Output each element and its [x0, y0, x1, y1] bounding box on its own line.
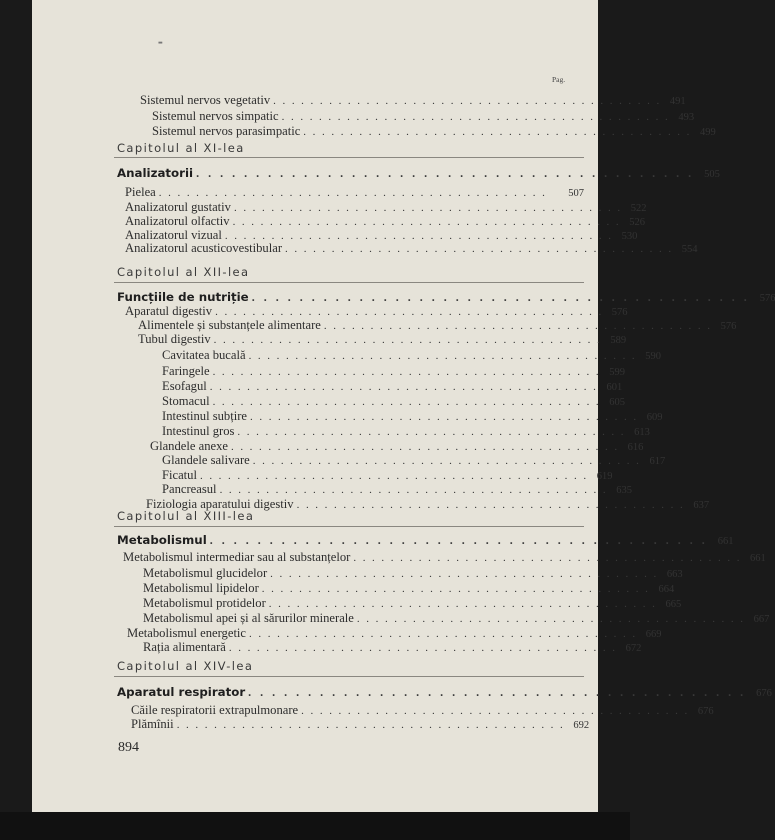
chapter-rule — [114, 282, 584, 283]
page-number: 894 — [118, 740, 139, 755]
toc-entry[interactable]: Metabolismul protidelor .......................................... 665 — [143, 596, 682, 610]
toc-entry[interactable]: Plămînii .......................................... 692 — [131, 717, 590, 731]
chapter-rule — [114, 157, 584, 158]
toc-entry[interactable]: Metabolismul lipidelor .......................................... 664 — [143, 581, 675, 595]
toc-entry[interactable]: Faringele .......................................... 599 — [162, 364, 626, 378]
toc-entry-section[interactable]: Funcțiile de nutriție .......................................... 576 — [117, 290, 775, 304]
chapter-heading: Capitolul al XIV-lea — [117, 659, 254, 673]
toc-entry[interactable]: Cavitatea bucală .......................................... 590 — [162, 348, 662, 362]
print-mark: ▬ — [158, 40, 163, 46]
toc-entry[interactable]: Metabolismul energetic .......................................... 669 — [127, 626, 662, 640]
toc-entry[interactable]: Metabolismul glucidelor .......................................... 663 — [143, 566, 683, 580]
toc-entry[interactable]: Metabolismul apei și al sărurilor minerale .......................................... 667 — [143, 611, 770, 625]
toc-entry[interactable]: Pancreasul .......................................... 635 — [162, 482, 633, 496]
chapter-heading: Capitolul al XI-lea — [117, 141, 245, 155]
toc-entry-section[interactable]: Analizatorii .......................................... 505 — [117, 166, 720, 180]
scan-background — [0, 812, 630, 840]
toc-entry[interactable]: Fiziologia aparatului digestiv .......................................... 637 — [146, 497, 710, 511]
toc-entry-section[interactable]: Aparatul respirator .......................................... 676 — [117, 685, 772, 699]
toc-entry[interactable]: Sistemul nervos vegetativ .......................................... 491 — [140, 93, 686, 107]
chapter-heading: Capitolul al XIII-lea — [117, 509, 255, 523]
toc-entry[interactable]: Alimentele și substanțele alimentare .......................................... 576 — [138, 318, 737, 332]
toc-entry[interactable]: Esofagul .......................................... 601 — [162, 379, 623, 393]
toc-entry[interactable]: Glandele anexe .......................................... 616 — [150, 439, 644, 453]
toc-entry[interactable]: Analizatorul gustativ .......................................... 522 — [125, 200, 647, 214]
toc-entry[interactable]: Metabolismul intermediar sau al substanțelor .......................................... 661 — [123, 550, 766, 564]
toc-entry[interactable]: Rația alimentară .......................................... 672 — [143, 640, 642, 654]
chapter-rule — [114, 526, 584, 527]
toc-entry[interactable]: Glandele salivare .......................................... 617 — [162, 453, 666, 467]
toc-entry[interactable]: Intestinul gros .......................................... 613 — [162, 424, 650, 438]
chapter-rule — [114, 676, 584, 677]
toc-entry-section[interactable]: Metabolismul .......................................... 661 — [117, 533, 734, 547]
toc-entry[interactable]: Pielea .......................................... 507 — [125, 185, 584, 199]
toc-entry[interactable]: Stomacul .......................................... 605 — [162, 394, 626, 408]
toc-entry[interactable]: Sistemul nervos parasimpatic .......................................... 499 — [152, 124, 716, 138]
toc-entry[interactable]: Ficatul .......................................... 619 — [162, 468, 613, 482]
toc-entry[interactable]: Sistemul nervos simpatic .......................................... 493 — [152, 109, 695, 123]
chapter-heading: Capitolul al XII-lea — [117, 265, 250, 279]
toc-entry[interactable]: Analizatorul olfactiv .......................................... 526 — [125, 214, 646, 228]
toc-entry[interactable]: Tubul digestiv .......................................... 589 — [138, 332, 627, 346]
toc-entry[interactable]: Aparatul digestiv .......................................... 576 — [125, 304, 628, 318]
toc-entry[interactable]: Căile respiratorii extrapulmonare .......................................... 676 — [131, 703, 714, 717]
toc-entry[interactable]: Analizatorul vizual .......................................... 530 — [125, 228, 638, 242]
page-column-label: Pag. — [552, 75, 566, 84]
toc-entry[interactable]: Analizatorul acusticovestibular .......................................... 554 — [125, 241, 698, 255]
toc-entry[interactable]: Intestinul subțire .......................................... 609 — [162, 409, 663, 423]
